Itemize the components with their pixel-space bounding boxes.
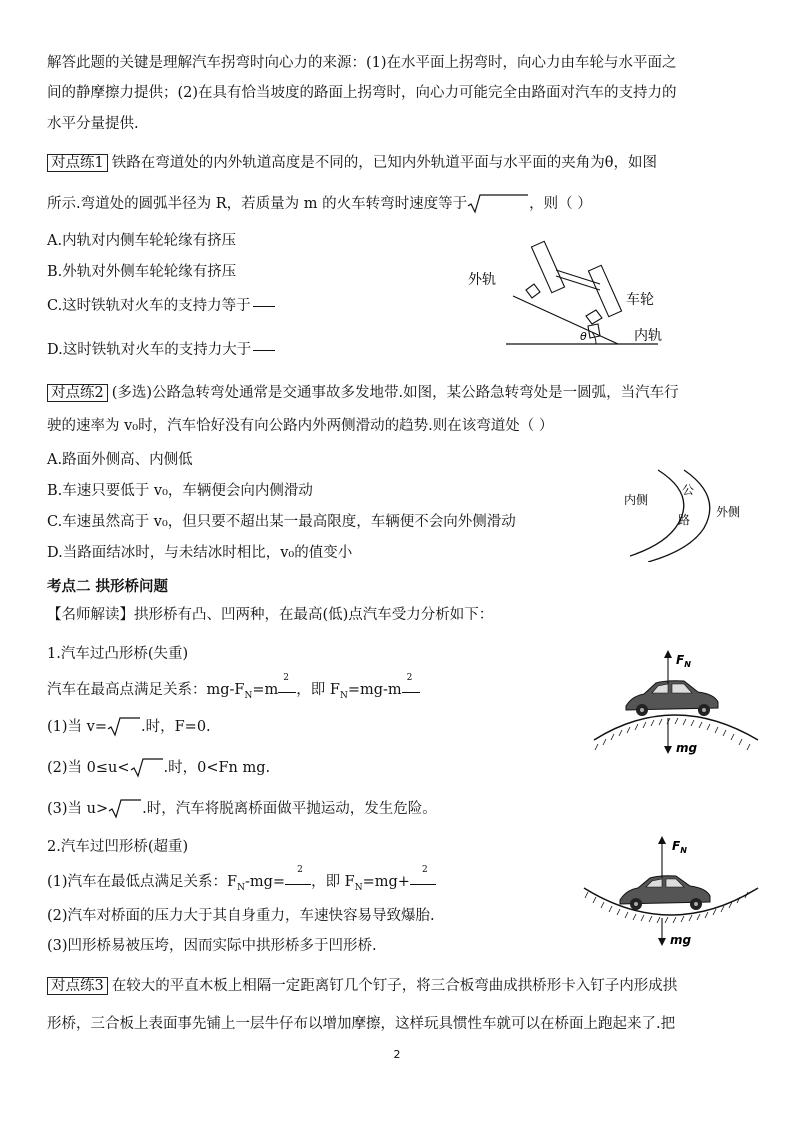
inner-rail-label: 内轨 <box>634 328 662 344</box>
concave-point-3: (3)凹形桥易被压垮，因而实际中拱形桥多于凹形桥. <box>47 938 377 954</box>
ex2-tag: 对点练2 <box>47 384 108 402</box>
concave-relation <box>47 865 436 898</box>
fraction-placeholder <box>253 306 275 307</box>
ex1-stem-2a: 所示.弯道处的圆弧半径为 R，若质量为 m 的火车转弯时速度等于 <box>47 196 468 212</box>
convex-rel-a: 汽车在最高点满足关系：mg-F <box>47 682 245 698</box>
ex3-stem-1: 在较大的平直木板上相隔一定距离钉几个钉子，将三合板弯曲成拱桥形卡入钉子内形成拱 <box>111 978 678 994</box>
fraction-sup: 2 <box>406 673 413 683</box>
concave-fraction-2 <box>410 865 436 892</box>
normal-force-label: $F_N$ <box>676 653 691 669</box>
ex3-tag: 对点练3 <box>47 977 108 995</box>
convex-rel-sub-1: N <box>244 690 253 701</box>
ex2-stem-line-1 <box>47 383 679 403</box>
ex2-stem-1: (多选)公路急转弯处通常是交通事故多发地带.如图，某公路急转弯处是一圆弧，当汽车行 <box>111 385 679 401</box>
convex-rel-b: =m <box>252 682 279 698</box>
outer-rail-label: 外轨 <box>468 272 496 288</box>
intro-line-2: 间的静摩擦力提供；(2)在具有恰当坡度的路面上拐弯时，向心力可能完全由路面对汽车的支持力的 <box>47 85 677 101</box>
convex-fraction-1 <box>278 673 296 700</box>
ex1-option-b: B.外轨对外侧车轮轮缘有挤压 <box>47 264 237 280</box>
ex1-option-d <box>47 340 275 360</box>
ex1-stem-line-1 <box>47 153 657 173</box>
concave-rel-d: =mg+ <box>362 874 410 890</box>
concave-rel-a: (1)汽车在最低点满足关系：F <box>47 874 238 890</box>
sqrt-symbol <box>467 194 529 214</box>
road-curve-diagram <box>618 466 778 562</box>
fraction-placeholder <box>253 350 275 351</box>
convex-fraction-2 <box>402 673 420 700</box>
convex-rel-d: =mg-m <box>347 682 402 698</box>
gravity-label: mg <box>670 933 692 947</box>
sqrt-symbol <box>130 758 164 778</box>
ex2-option-b: B.车速只要低于 v₀，车辆便会向内侧滑动 <box>47 483 313 499</box>
ex2-stem-2: 驶的速率为 v₀时，汽车恰好没有向公路内外两侧滑动的趋势.则在该弯道处（ ） <box>47 418 554 434</box>
ex1-option-c <box>47 296 275 316</box>
concave-point-2: (2)汽车对桥面的压力大于其自身重力，车速快容易导致爆胎. <box>47 908 435 924</box>
concave-fraction-1 <box>285 865 311 892</box>
sqrt-symbol <box>108 799 142 819</box>
inner-side-label: 内侧 <box>624 493 649 507</box>
fraction-sup: 2 <box>297 865 303 875</box>
ex1-stem-line-2 <box>47 194 592 214</box>
normal-force-label: $F_N$ <box>672 839 687 855</box>
fraction-sup: 2 <box>421 865 428 875</box>
concave-bridge-diagram <box>576 832 766 950</box>
convex-rel-c: ，即 F <box>296 682 340 698</box>
concave-title: 2.汽车过凹形桥(超重) <box>47 839 189 855</box>
concave-rel-sub-1: N <box>237 882 245 893</box>
concave-rel-c: ，即 F <box>311 874 355 890</box>
gravity-label: mg <box>676 741 698 755</box>
ex3-stem-2: 形桥，三合板上表面事先铺上一层牛仔布以增加摩擦，这样玩具惯性车就可以在桥面上跑起来了.把 <box>47 1016 676 1032</box>
road-label-1: 公 <box>682 483 695 497</box>
car-icon <box>620 876 710 910</box>
angle-label: θ <box>580 330 587 343</box>
ex1-option-d-text: D.这时铁轨对火车的支持力大于 <box>47 342 252 358</box>
concave-rel-b: -mg= <box>244 874 286 890</box>
ex3-stem-line-1 <box>47 976 677 996</box>
road-label-2: 路 <box>678 513 691 527</box>
ex2-option-a: A.路面外侧高、内侧低 <box>47 452 193 468</box>
convex-case-2a: (2)当 0≤u< <box>47 760 130 776</box>
convex-bridge-diagram <box>586 648 766 760</box>
convex-rel-sub-2: N <box>339 690 348 701</box>
car-icon <box>626 681 718 716</box>
page-number: 2 <box>393 1048 401 1061</box>
convex-case-1a: (1)当 v= <box>47 719 107 735</box>
convex-case-1b: .时，F=0. <box>141 719 211 735</box>
convex-relation <box>47 673 420 706</box>
wheel-label: 车轮 <box>626 292 654 308</box>
convex-title: 1.汽车过凸形桥(失重) <box>47 646 189 662</box>
convex-case-2b: .时，0<Fn mg. <box>163 760 271 776</box>
ex2-option-d: D.当路面结冰时，与未结冰时相比，v₀的值变小 <box>47 545 353 561</box>
convex-case-1 <box>47 717 211 737</box>
section-title: 考点二 拱形桥问题 <box>47 579 169 595</box>
convex-case-3a: (3)当 u> <box>47 801 109 817</box>
rail-diagram <box>468 232 678 352</box>
ex1-stem-1: 铁路在弯道处的内外轨道高度是不同的，已知内外轨道平面与水平面的夹角为θ，如图 <box>111 155 657 171</box>
intro-line-3: 水平分量提供. <box>47 116 139 132</box>
intro-line-1: 解答此题的关键是理解汽车拐弯时向心力的来源：(1)在水平面上拐弯时，向心力由车轮与水平面之 <box>47 55 677 71</box>
outer-side-label: 外侧 <box>716 505 741 519</box>
convex-case-3 <box>47 799 437 819</box>
sqrt-symbol <box>107 717 141 737</box>
ex1-stem-2b: ，则（ ） <box>529 196 592 212</box>
section-lead: 【名师解读】拱形桥有凸、凹两种，在最高(低)点汽车受力分析如下： <box>47 607 494 623</box>
convex-case-3b: .时，汽车将脱离桥面做平抛运动，发生危险。 <box>142 801 437 817</box>
convex-case-2 <box>47 758 270 778</box>
ex1-tag: 对点练1 <box>47 154 108 172</box>
ex1-option-c-text: C.这时铁轨对火车的支持力等于 <box>47 298 251 314</box>
fraction-sup: 2 <box>283 673 290 683</box>
ex2-option-c: C.车速虽然高于 v₀，但只要不超出某一最高限度，车辆便不会向外侧滑动 <box>47 514 516 530</box>
concave-rel-sub-2: N <box>354 882 363 893</box>
ex1-option-a: A.内轨对内侧车轮轮缘有挤压 <box>47 233 237 249</box>
